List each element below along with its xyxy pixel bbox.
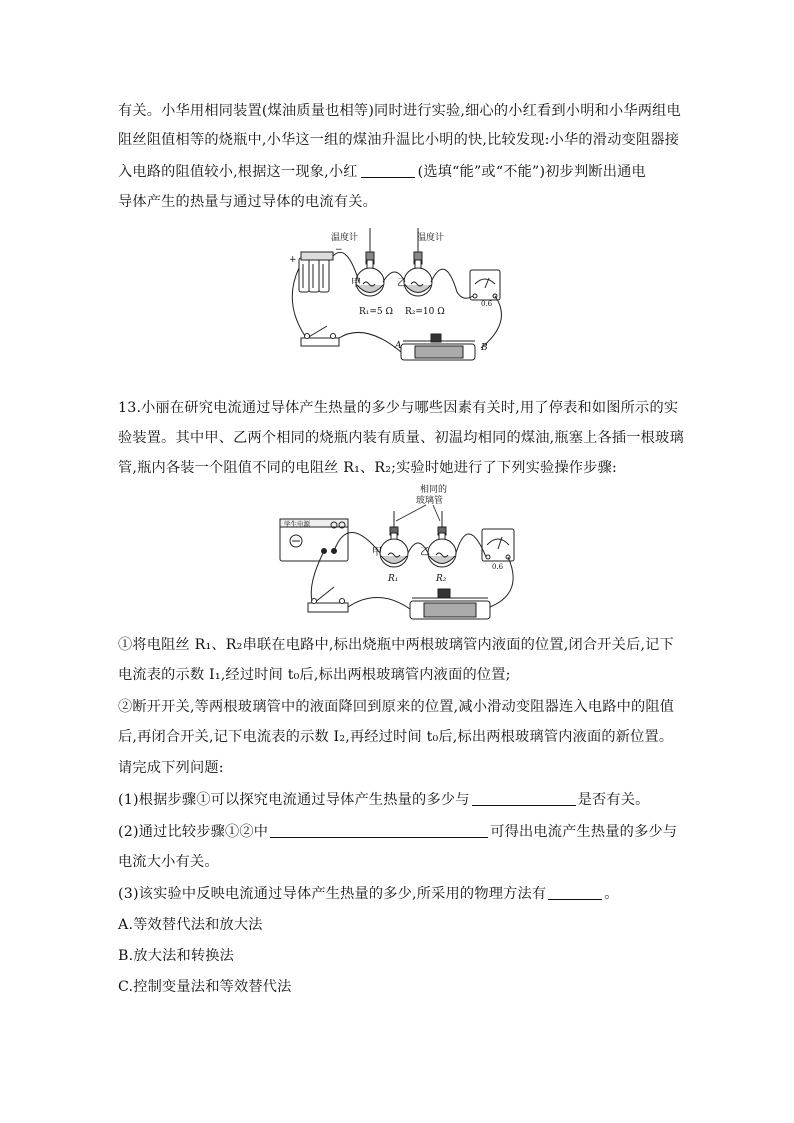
step-2-line-1: ②断开开关,等两根玻璃管中的液面降回到原来的位置,减小滑动变阻器连入电路中的阻值 (118, 699, 675, 715)
rheostat-icon (401, 334, 475, 360)
step-1-line-2: 电流表的示数 I₁,经过时间 t₀后,标出两根玻璃管内液面的位置; (118, 667, 511, 683)
rheostat-a-label: A (395, 341, 402, 351)
step-2-line-2: 后,再闭合开关,记下电流表的示数 I₂,再经过时间 t₀后,标出两根玻璃管内液面的新位置。 (118, 729, 674, 745)
r1-label: R₁=5 Ω (359, 307, 393, 317)
question-2 (118, 822, 677, 842)
answer-blank-1[interactable] (472, 791, 576, 806)
rheostat-icon-2 (410, 589, 490, 619)
circuit-figure-2 (278, 483, 524, 623)
battery-minus-label: − (335, 245, 343, 255)
flask-right-label-2: 乙 (420, 547, 430, 558)
question-1-rest: 是否有关。 (577, 792, 650, 808)
ammeter-scale-label: 0.6 (481, 300, 493, 308)
tube-label-line-2: 玻璃管 (416, 496, 444, 506)
switch-icon-2 (308, 587, 348, 612)
questions-prompt: 请完成下列问题: (118, 760, 224, 776)
question-3-text: (3)该实验中反映电流通过导体产生热量的多少,所采用的物理方法有 (118, 886, 547, 902)
question-3-rest: 。 (604, 886, 619, 902)
q12-line-3-rest: (选填“能”或“不能”)初步判断出通电 (417, 164, 646, 180)
r2-label-2: R₂ (436, 574, 447, 584)
q13-line-1: 13.小丽在研究电流通过导体产生热量的多少与哪些因素有关时,用了停表和如图所示的实 (118, 400, 679, 416)
ammeter-icon (470, 270, 500, 300)
q12-line-4: 导体产生的热量与通过导体的电流有关。 (118, 194, 377, 210)
q13-line-3: 管,瓶内各装一个阻值不同的电阻丝 R₁、R₂;实验时她进行了下列实验操作步骤: (118, 460, 617, 476)
battery-plus-label: + (289, 255, 297, 265)
q12-line-1: 有关。小华用相同装置(煤油质量也相等)同时进行实验,细心的小红看到小明和小华两组电 (118, 103, 681, 119)
question-2-rest: 可得出电流产生热量的多少与 (490, 824, 678, 840)
thermometer-label-right: 温度计 (417, 233, 445, 243)
flask-left-icon-2 (380, 511, 408, 567)
question-2-line-2: 电流大小有关。 (118, 854, 219, 870)
circuit-figure-1 (285, 222, 515, 364)
r2-label: R₂=10 Ω (405, 307, 445, 317)
step-1-line-1: ①将电阻丝 R₁、R₂串联在电路中,标出烧瓶中两根玻璃管内液面的位置,闭合开关后,记下 (118, 637, 674, 653)
ammeter-icon-2 (482, 529, 514, 561)
power-supply-label: 学生电源 (284, 520, 310, 528)
r1-label-2: R₁ (388, 574, 399, 584)
question-2-text: (2)通过比较步骤①②中 (118, 824, 269, 840)
q12-line-3-text: 入电路的阻值较小,根据这一现象,小红 (118, 164, 358, 180)
question-1 (118, 790, 650, 810)
option-a[interactable]: A.等效替代法和放大法 (118, 917, 263, 933)
rheostat-b-label: B (481, 343, 488, 353)
question-1-text: (1)根据步骤①可以探究电流通过导体产生热量的多少与 (118, 792, 470, 808)
option-c[interactable]: C.控制变量法和等效替代法 (118, 979, 292, 995)
thermometer-label-left: 温度计 (331, 233, 359, 243)
flask-right-label: 乙 (397, 278, 407, 289)
switch-icon (301, 326, 339, 346)
battery-icon (299, 252, 333, 292)
question-3 (118, 884, 619, 904)
q12-line-3 (118, 162, 646, 182)
q13-line-2: 验装置。其中甲、乙两个相同的烧瓶内装有质量、初温均相同的煤油,瓶塞上各插一根玻璃 (118, 430, 684, 446)
answer-blank-q12[interactable] (361, 163, 415, 178)
q12-line-2: 阻丝阻值相等的烧瓶中,小华这一组的煤油升温比小明的快,比较发现:小华的滑动变阻器接 (118, 132, 680, 148)
option-b[interactable]: B.放大法和转换法 (118, 948, 235, 964)
tube-label-line-1: 相同的 (420, 485, 448, 495)
flask-left-label-2: 甲 (372, 547, 382, 558)
answer-blank-3[interactable] (548, 885, 602, 900)
answer-blank-2[interactable] (270, 823, 488, 838)
ammeter-scale-label-2: 0.6 (492, 563, 504, 571)
flask-right-icon-2 (428, 511, 456, 567)
flask-left-label: 甲 (351, 278, 361, 289)
